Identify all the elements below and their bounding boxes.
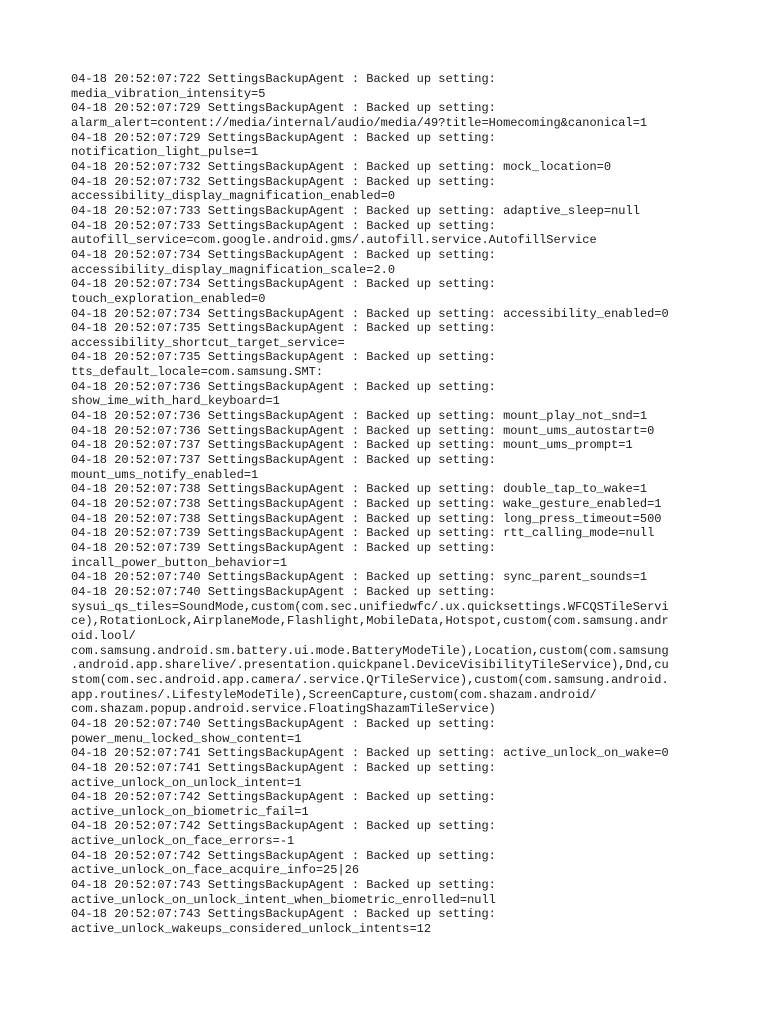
- log-line: mount_ums_notify_enabled=1: [71, 467, 259, 482]
- log-line: alarm_alert=content://media/internal/audio/media/49?title=Homecoming&canonical=1: [71, 115, 648, 130]
- log-line: 04-18 20:52:07:738 SettingsBackupAgent : Backed up setting: wake_gesture_enabled=1: [71, 497, 662, 512]
- log-line: 04-18 20:52:07:741 SettingsBackupAgent : Backed up setting:: [71, 760, 496, 775]
- log-line: 04-18 20:52:07:738 SettingsBackupAgent : Backed up setting: double_tap_to_wake=1: [71, 482, 648, 497]
- log-line: touch_exploration_enabled=0: [71, 291, 266, 306]
- log-line: oid.lool/: [71, 628, 136, 643]
- log-line: power_menu_locked_show_content=1: [71, 731, 302, 746]
- log-line: 04-18 20:52:07:737 SettingsBackupAgent : Backed up setting: mount_ums_prompt=1: [71, 438, 633, 453]
- log-line: active_unlock_on_biometric_fail=1: [71, 804, 309, 819]
- log-line: accessibility_shortcut_target_service=: [71, 335, 345, 350]
- log-line: 04-18 20:52:07:729 SettingsBackupAgent : Backed up setting:: [71, 101, 496, 116]
- log-line: active_unlock_on_unlock_intent_when_biometric_enrolled=null: [71, 892, 496, 907]
- log-line: 04-18 20:52:07:742 SettingsBackupAgent : Backed up setting:: [71, 848, 496, 863]
- log-line: com.samsung.android.sm.battery.ui.mode.BatteryModeTile),Location,custom(com.samsung: [71, 643, 669, 658]
- log-line: sysui_qs_tiles=SoundMode,custom(com.sec.unifiedwfc/.ux.quicksettings.WFCQSTileServi: [71, 599, 669, 614]
- log-line: 04-18 20:52:07:739 SettingsBackupAgent : Backed up setting:: [71, 541, 496, 555]
- log-line: 04-18 20:52:07:736 SettingsBackupAgent : Backed up setting: mount_ums_autostart=0: [71, 423, 655, 438]
- log-line: incall_power_button_behavior=1: [71, 555, 288, 570]
- log-line: 04-18 20:52:07:734 SettingsBackupAgent : Backed up setting:: [71, 277, 496, 292]
- log-line: 04-18 20:52:07:737 SettingsBackupAgent : Backed up setting:: [71, 453, 496, 468]
- log-line: 04-18 20:52:07:729 SettingsBackupAgent : Backed up setting:: [71, 130, 496, 145]
- log-line: accessibility_display_magnification_scale=2.0: [71, 262, 396, 277]
- log-line: 04-18 20:52:07:742 SettingsBackupAgent : Backed up setting:: [71, 819, 496, 834]
- log-line: notification_light_pulse=1: [71, 145, 259, 160]
- log-line: 04-18 20:52:07:743 SettingsBackupAgent : Backed up setting:: [71, 907, 496, 922]
- log-line: 04-18 20:52:07:740 SettingsBackupAgent : Backed up setting:: [71, 716, 496, 731]
- log-line: accessibility_display_magnification_enabled=0: [71, 189, 396, 204]
- log-line: 04-18 20:52:07:735 SettingsBackupAgent : Backed up setting:: [71, 321, 496, 336]
- log-line: 04-18 20:52:07:733 SettingsBackupAgent : Backed up setting:: [71, 218, 496, 233]
- log-line: 04-18 20:52:07:743 SettingsBackupAgent : Backed up setting:: [71, 878, 496, 893]
- log-line: 04-18 20:52:07:722 SettingsBackupAgent : Backed up setting:: [71, 72, 496, 86]
- log-line: 04-18 20:52:07:740 SettingsBackupAgent : Backed up setting:: [71, 584, 496, 599]
- log-line: 04-18 20:52:07:742 SettingsBackupAgent : Backed up setting:: [71, 790, 496, 805]
- log-line: media_vibration_intensity=5: [71, 86, 266, 101]
- log-line: active_unlock_on_unlock_intent=1: [71, 775, 302, 790]
- log-line: autofill_service=com.google.android.gms/.autofill.service.AutofillService: [71, 233, 597, 248]
- log-line: active_unlock_on_face_errors=-1: [71, 834, 295, 849]
- log-line: 04-18 20:52:07:734 SettingsBackupAgent : Backed up setting:: [71, 247, 496, 262]
- log-line: tts_default_locale=com.samsung.SMT:: [71, 365, 324, 380]
- log-line: active_unlock_wakeups_considered_unlock_intents=12: [71, 922, 432, 937]
- log-line: 04-18 20:52:07:740 SettingsBackupAgent : Backed up setting: sync_parent_sounds=1: [71, 570, 648, 585]
- log-line: active_unlock_on_face_acquire_info=25|26: [71, 863, 360, 878]
- log-line: stom(com.sec.android.app.camera/.service.QrTileService),custom(com.samsung.android.: [71, 672, 669, 687]
- log-line: 04-18 20:52:07:733 SettingsBackupAgent : Backed up setting: adaptive_sleep=null: [71, 203, 640, 218]
- log-line: .android.app.sharelive/.presentation.quickpanel.DeviceVisibilityTileService),Dnd,cu: [71, 658, 669, 673]
- log-line: 04-18 20:52:07:732 SettingsBackupAgent : Backed up setting:: [71, 174, 496, 189]
- log-line: app.routines/.LifestyleModeTile),ScreenCapture,custom(com.shazam.android/: [71, 687, 597, 702]
- log-line: 04-18 20:52:07:732 SettingsBackupAgent : Backed up setting: mock_location=0: [71, 159, 612, 174]
- log-line: show_ime_with_hard_keyboard=1: [71, 394, 280, 409]
- log-line: 04-18 20:52:07:739 SettingsBackupAgent : Backed up setting: rtt_calling_mode=null: [71, 526, 655, 541]
- log-line: 04-18 20:52:07:735 SettingsBackupAgent : Backed up setting:: [71, 350, 496, 365]
- log-text-block: [71, 72, 711, 937]
- log-line: 04-18 20:52:07:736 SettingsBackupAgent : Backed up setting: mount_play_not_snd=1: [71, 409, 648, 424]
- log-line: ce),RotationLock,AirplaneMode,Flashlight,MobileData,Hotspot,custom(com.samsung.andr: [71, 614, 669, 629]
- log-line: 04-18 20:52:07:741 SettingsBackupAgent : Backed up setting: active_unlock_on_wake=0: [71, 746, 669, 761]
- log-line: 04-18 20:52:07:734 SettingsBackupAgent : Backed up setting: accessibility_enabled=0: [71, 306, 669, 321]
- log-line: 04-18 20:52:07:738 SettingsBackupAgent : Backed up setting: long_press_timeout=500: [71, 511, 662, 526]
- log-line: 04-18 20:52:07:736 SettingsBackupAgent : Backed up setting:: [71, 379, 496, 394]
- log-line: com.shazam.popup.android.service.FloatingShazamTileService): [71, 702, 496, 717]
